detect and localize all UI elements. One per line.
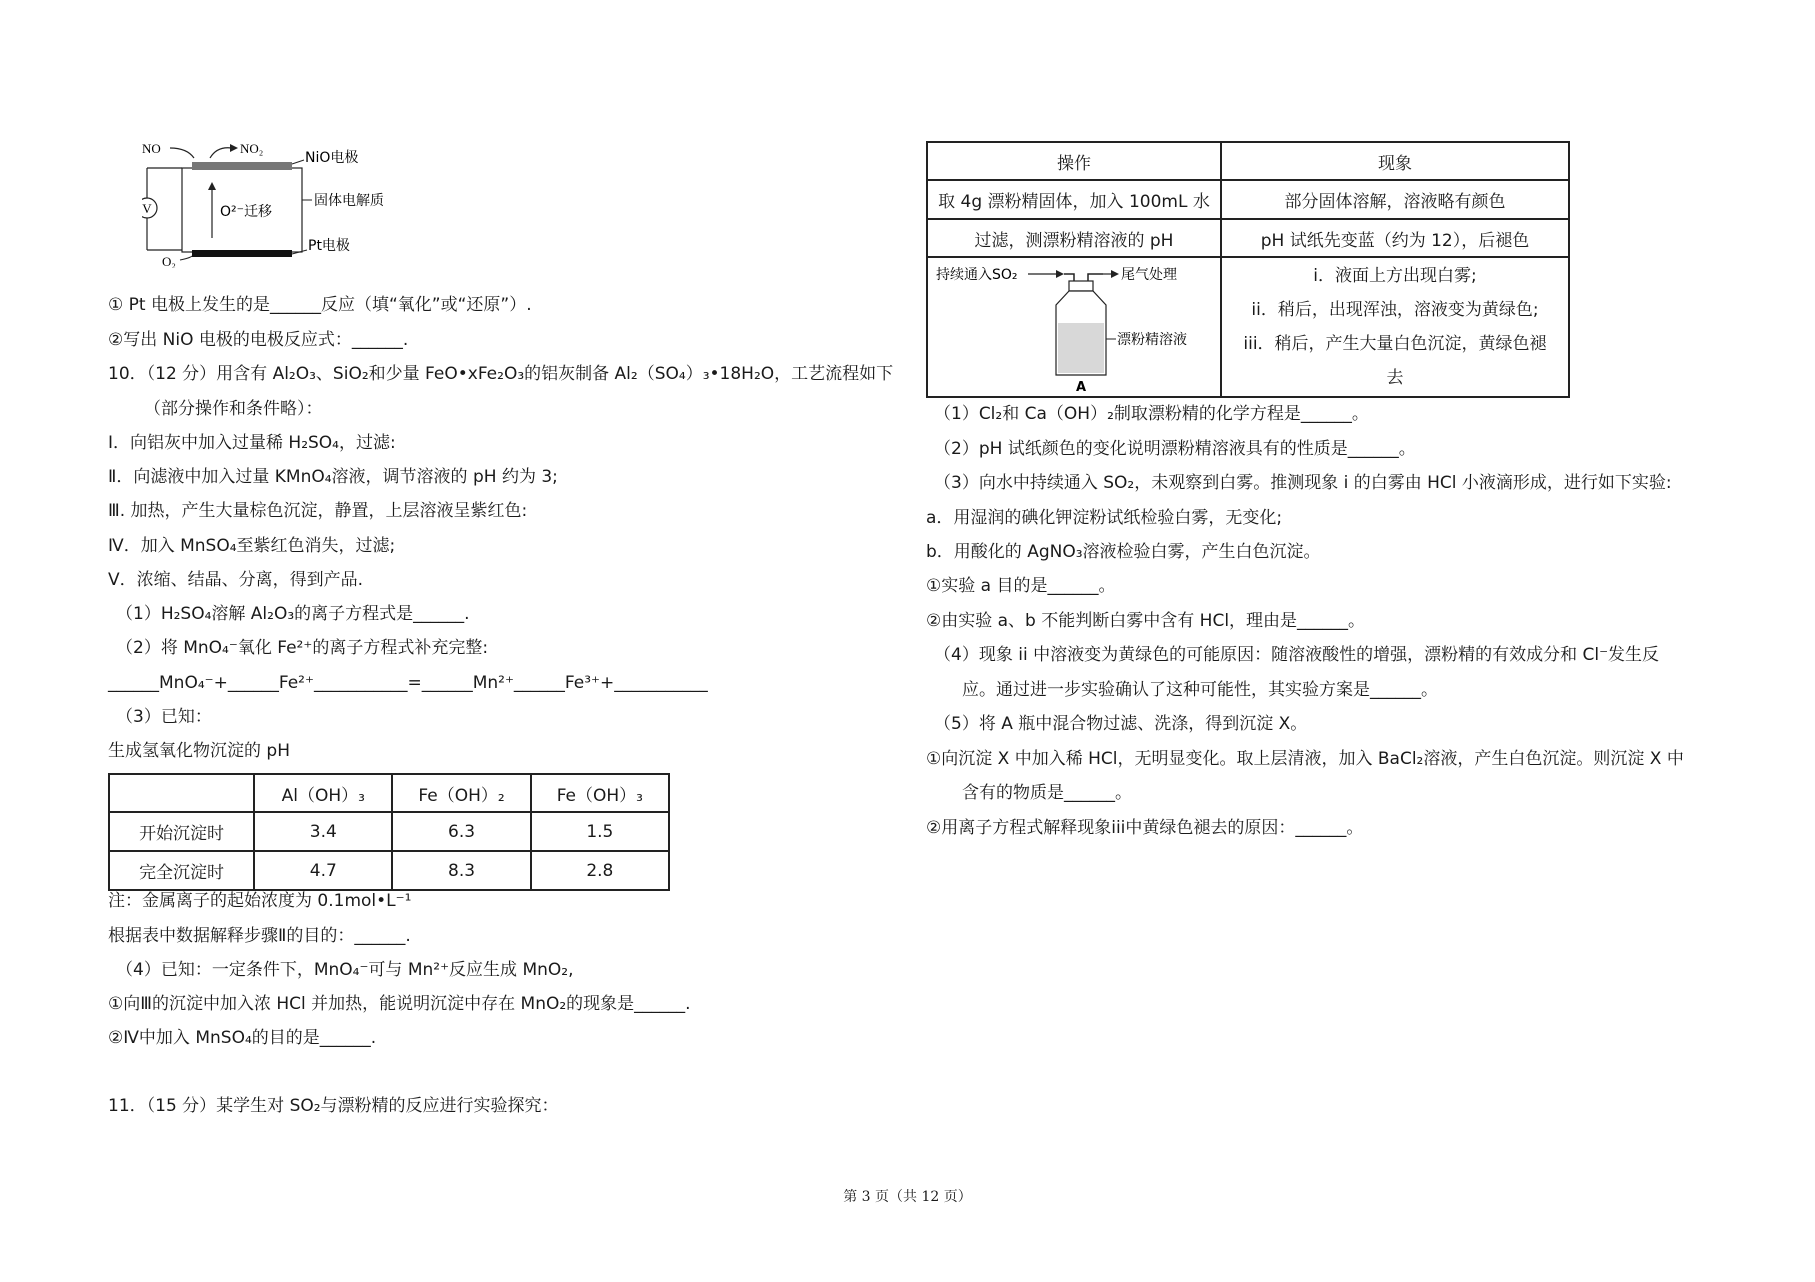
no2-label: NO₂ — [240, 141, 264, 156]
electrode-diagram — [142, 138, 392, 268]
exp-cell: 部分固体溶解，溶液略有颜色 — [1221, 180, 1569, 219]
ionic-equation: ______MnO₄⁻+______Fe²⁺___________=______Mn²⁺______Fe³⁺+___________ — [108, 673, 708, 693]
experiment-table — [926, 141, 1570, 398]
question-10-2: （2）将 MnO₄⁻氧化 Fe²⁺的离子方程式补充完整: — [116, 638, 489, 658]
no-label: NO — [142, 141, 161, 156]
experiment-a: a．用湿润的碘化钾淀粉试纸检验白雾，无变化; — [926, 508, 1283, 528]
question-r5: （5）将 A 瓶中混合物过滤、洗涤，得到沉淀 X。 — [934, 714, 1308, 734]
table-row — [927, 257, 1569, 397]
ph-cell: 完全沉淀时 — [109, 851, 254, 890]
nio-electrode — [192, 162, 292, 170]
experiment-b: b．用酸化的 AgNO₃溶液检验白雾，产生白色沉淀。 — [926, 542, 1321, 562]
question-r4-cont: 应。通过进一步实验确认了这种可能性，其实验方案是______。 — [962, 680, 1438, 700]
question-nio: ②写出 NiO 电极的电极反应式：______. — [108, 330, 409, 350]
exp-header-phenomenon: 现象 — [1221, 142, 1569, 180]
table-row — [927, 180, 1569, 219]
page-footer: 第 3 页（共 12 页） — [843, 1189, 972, 1205]
note: 注：金属离子的起始浓度为 0.1mol•L⁻¹ — [108, 891, 412, 911]
solution-label: 漂粉精溶液 — [1117, 332, 1187, 348]
ph-header-3: Fe（OH）₃ — [531, 774, 669, 812]
observation-3-cont: 去 — [1386, 368, 1404, 388]
question-r5-2: ②用离子方程式解释现象iii中黄绿色褪去的原因：______。 — [926, 818, 1364, 838]
step-4: Ⅳ．加入 MnSO₄至紫红色消失，过滤; — [108, 536, 396, 556]
problem-10-stem: 10．（12 分）用含有 Al₂O₃、SiO₂和少量 FeO•xFe₂O₃的铝灰制备 Al₂（SO₄）₃•18H₂O，工艺流程如下 — [108, 364, 894, 384]
table-caption: 生成氢氧化物沉淀的 pH — [108, 741, 290, 761]
ph-cell: 3.4 — [254, 812, 392, 851]
exp-cell: pH 试纸先变蓝（约为 12），后褪色 — [1221, 219, 1569, 257]
question-r2: （2）pH 试纸颜色的变化说明漂粉精溶液具有的性质是______。 — [934, 439, 1416, 459]
ph-cell: 6.3 — [392, 812, 530, 851]
observation-2: ii．稍后，出现浑浊，溶液变为黄绿色; — [1251, 300, 1539, 320]
pt-label: Pt电极 — [308, 238, 350, 254]
question-r3: （3）向水中持续通入 SO₂，未观察到白雾。推测现象 i 的白雾由 HCl 小液滴形成，进行如下实验: — [934, 473, 1672, 493]
table-row — [927, 142, 1569, 180]
ph-cell: 4.7 — [254, 851, 392, 890]
problem-11-stem: 11．（15 分）某学生对 SO₂与漂粉精的反应进行实验探究： — [108, 1096, 559, 1116]
question-10-4b: ②Ⅳ中加入 MnSO₄的目的是______. — [108, 1028, 377, 1048]
question-r5-1-cont: 含有的物质是______。 — [962, 783, 1132, 803]
arrow-right-icon — [230, 144, 238, 152]
bottle-label: A — [1075, 380, 1087, 395]
exp-header-operation: 操作 — [927, 142, 1221, 180]
outlet-label: 尾气处理 — [1121, 267, 1177, 283]
ph-header-2: Fe（OH）₂ — [392, 774, 530, 812]
table-row — [109, 774, 669, 812]
ph-cell: 开始沉淀时 — [109, 812, 254, 851]
step-3: Ⅲ. 加热，产生大量棕色沉淀，静置，上层溶液呈紫红色: — [108, 501, 528, 521]
observation-1: i．液面上方出现白雾; — [1313, 266, 1477, 286]
ph-header-1: Al（OH）₃ — [254, 774, 392, 812]
ph-cell: 8.3 — [392, 851, 530, 890]
question-10-3b: 根据表中数据解释步骤Ⅱ的目的：______. — [108, 926, 411, 946]
step-5: Ⅴ．浓缩、结晶、分离，得到产品. — [108, 570, 364, 590]
arrow-right-icon — [1111, 270, 1119, 278]
step-1: Ⅰ．向铝灰中加入过量稀 H₂SO₄，过滤: — [108, 433, 396, 453]
gas-bottle-diagram — [928, 259, 1218, 395]
pt-electrode — [192, 250, 292, 257]
ph-cell: 1.5 — [531, 812, 669, 851]
question-pt: ① Pt 电极上发生的是______反应（填“氧化”或“还原”）. — [108, 295, 532, 315]
arrow-right-icon — [1056, 270, 1064, 278]
exp-cell: 取 4g 漂粉精固体，加入 100mL 水 — [927, 180, 1221, 219]
table-row — [927, 219, 1569, 257]
step-2: Ⅱ．向滤液中加入过量 KMnO₄溶液，调节溶液的 pH 约为 3; — [108, 467, 558, 487]
ph-cell: 2.8 — [531, 851, 669, 890]
question-r4: （4）现象 ii 中溶液变为黄绿色的可能原因：随溶液酸性的增强，漂粉精的有效成分和 Cl⁻发生反 — [934, 645, 1660, 665]
question-10-3: （3）已知： — [116, 707, 212, 727]
electrolyte-label: 固体电解质 — [314, 193, 384, 209]
table-row — [109, 812, 669, 851]
meter-label: V — [142, 201, 152, 216]
problem-10-stem-cont: （部分操作和条件略）： — [144, 399, 323, 419]
question-10-1: （1）H₂SO₄溶解 Al₂O₃的离子方程式是______. — [116, 604, 470, 624]
ph-header-0 — [109, 774, 254, 812]
exp-cell: 过滤，测漂粉精溶液的 pH — [927, 219, 1221, 257]
observations-cell — [1221, 257, 1569, 397]
question-r3-1: ①实验 a 目的是______。 — [926, 576, 1116, 596]
migration-label: O²⁻迁移 — [220, 204, 273, 220]
inlet-label: 持续通入SO₂ — [936, 267, 1018, 283]
ph-table — [108, 773, 670, 891]
nio-label: NiO电极 — [305, 150, 359, 166]
question-10-4: （4）已知：一定条件下，MnO₄⁻可与 Mn²⁺反应生成 MnO₂, — [116, 960, 574, 980]
table-row — [109, 851, 669, 890]
question-r1: （1）Cl₂和 Ca（OH）₂制取漂粉精的化学方程是______。 — [934, 404, 1369, 424]
o2-label: O₂ — [162, 254, 176, 268]
apparatus-cell — [927, 257, 1221, 397]
question-r5-1: ①向沉淀 X 中加入稀 HCl，无明显变化。取上层清液，加入 BaCl₂溶液，产生白色沉淀。则沉淀 X 中 — [926, 749, 1684, 769]
question-10-4a: ①向Ⅲ的沉淀中加入浓 HCl 并加热，能说明沉淀中存在 MnO₂的现象是______. — [108, 994, 691, 1014]
observation-3: iii．稍后，产生大量白色沉淀，黄绿色褪 — [1243, 334, 1547, 354]
question-r3-2: ②由实验 a、b 不能判断白雾中含有 HCl，理由是______。 — [926, 611, 1366, 631]
solution-fill — [1058, 323, 1104, 373]
